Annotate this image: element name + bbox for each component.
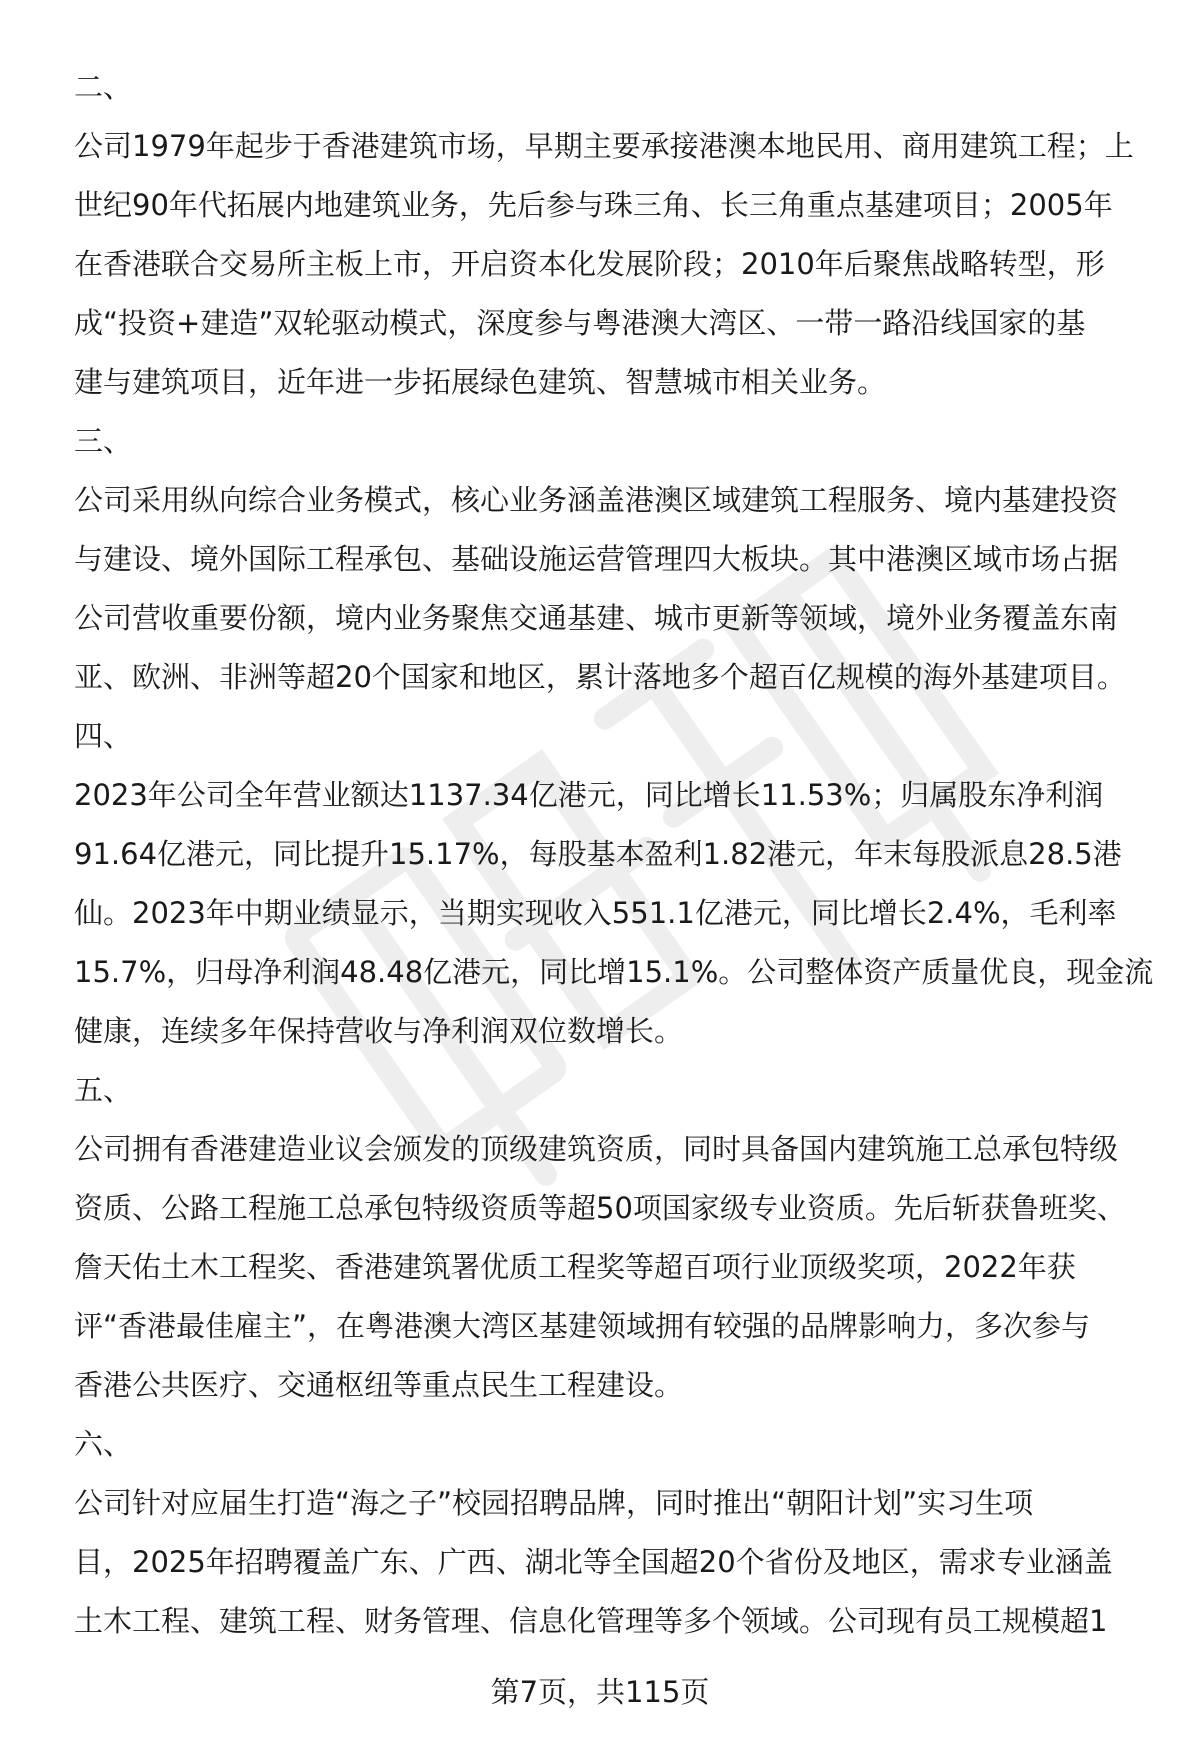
section-6 bbox=[74, 1415, 1154, 1651]
paragraph-line: 91.64亿港元，同比提升15.17%，每股基本盈利1.82港元，年末每股派息28.5港 bbox=[74, 837, 1122, 871]
section-5 bbox=[74, 1061, 1154, 1415]
paragraph-line: 建与建筑项目，近年进一步拓展绿色建筑、智慧城市相关业务。 bbox=[74, 365, 887, 399]
section-heading: 二、 bbox=[74, 70, 133, 104]
paragraph-line: 成“投资+建造”双轮驱动模式，深度参与粤港澳大湾区、一带一路沿线国家的基 bbox=[74, 306, 1086, 340]
paragraph-line: 公司1979年起步于香港建筑市场，早期主要承接港澳本地民用、商用建筑工程；上 bbox=[74, 129, 1134, 163]
paragraph-line: 公司采用纵向综合业务模式，核心业务涵盖港澳区域建筑工程服务、境内基建投资 bbox=[74, 483, 1119, 517]
paragraph-line: 目，2025年招聘覆盖广东、广西、湖北等全国超20个省份及地区，需求专业涵盖 bbox=[74, 1545, 1113, 1579]
paragraph-line: 亚、欧洲、非洲等超20个国家和地区，累计落地多个超百亿规模的海外基建项目。 bbox=[74, 660, 1126, 694]
paragraph-line: 公司针对应届生打造“海之子”校园招聘品牌，同时推出“朝阳计划”实习生项 bbox=[74, 1486, 1034, 1520]
paragraph-line: 评“香港最佳雇主”，在粤港澳大湾区基建领域拥有较强的品牌影响力，多次参与 bbox=[74, 1309, 1091, 1343]
section-heading: 六、 bbox=[74, 1427, 133, 1461]
paragraph-line: 土木工程、建筑工程、财务管理、信息化管理等多个领域。公司现有员工规模超1 bbox=[74, 1604, 1108, 1638]
paragraph-line: 公司营收重要份额，境内业务聚焦交通基建、城市更新等领域，境外业务覆盖东南 bbox=[74, 601, 1119, 635]
paragraph-line: 2023年公司全年营业额达1137.34亿港元，同比增长11.53%；归属股东净利润 bbox=[74, 778, 1104, 812]
paragraph-line: 15.7%，归母净利润48.48亿港元，同比增15.1%。公司整体资产质量优良，现金流 bbox=[74, 955, 1154, 989]
section-3 bbox=[74, 412, 1154, 707]
paragraph-line: 香港公共医疗、交通枢纽等重点民生工程建设。 bbox=[74, 1368, 684, 1402]
section-4 bbox=[74, 707, 1154, 1061]
section-heading: 五、 bbox=[74, 1073, 133, 1107]
section-2 bbox=[74, 58, 1154, 412]
paragraph-line: 资质、公路工程施工总承包特级资质等超50项国家级专业资质。先后斩获鲁班奖、 bbox=[74, 1191, 1126, 1225]
paragraph-line: 健康，连续多年保持营收与净利润双位数增长。 bbox=[74, 1014, 684, 1048]
section-heading: 四、 bbox=[74, 719, 133, 753]
paragraph-line: 与建设、境外国际工程承包、基础设施运营管理四大板块。其中港澳区域市场占据 bbox=[74, 542, 1119, 576]
paragraph-line: 世纪90年代拓展内地建筑业务，先后参与珠三角、长三角重点基建项目；2005年 bbox=[74, 188, 1113, 222]
section-heading: 三、 bbox=[74, 424, 133, 458]
paragraph-line: 仙。2023年中期业绩显示，当期实现收入551.1亿港元，同比增长2.4%，毛利率 bbox=[74, 896, 1117, 930]
page-number: 第7页，共115页 bbox=[490, 1675, 710, 1709]
paragraph-line: 詹天佑土木工程奖、香港建筑署优质工程奖等超百项行业顶级奖项，2022年获 bbox=[74, 1250, 1076, 1284]
paragraph-line: 公司拥有香港建造业议会颁发的顶级建筑资质，同时具备国内建筑施工总承包特级 bbox=[74, 1132, 1119, 1166]
paragraph-line: 在香港联合交易所主板上市，开启资本化发展阶段；2010年后聚焦战略转型，形 bbox=[74, 247, 1105, 281]
document-body bbox=[74, 58, 1154, 1651]
